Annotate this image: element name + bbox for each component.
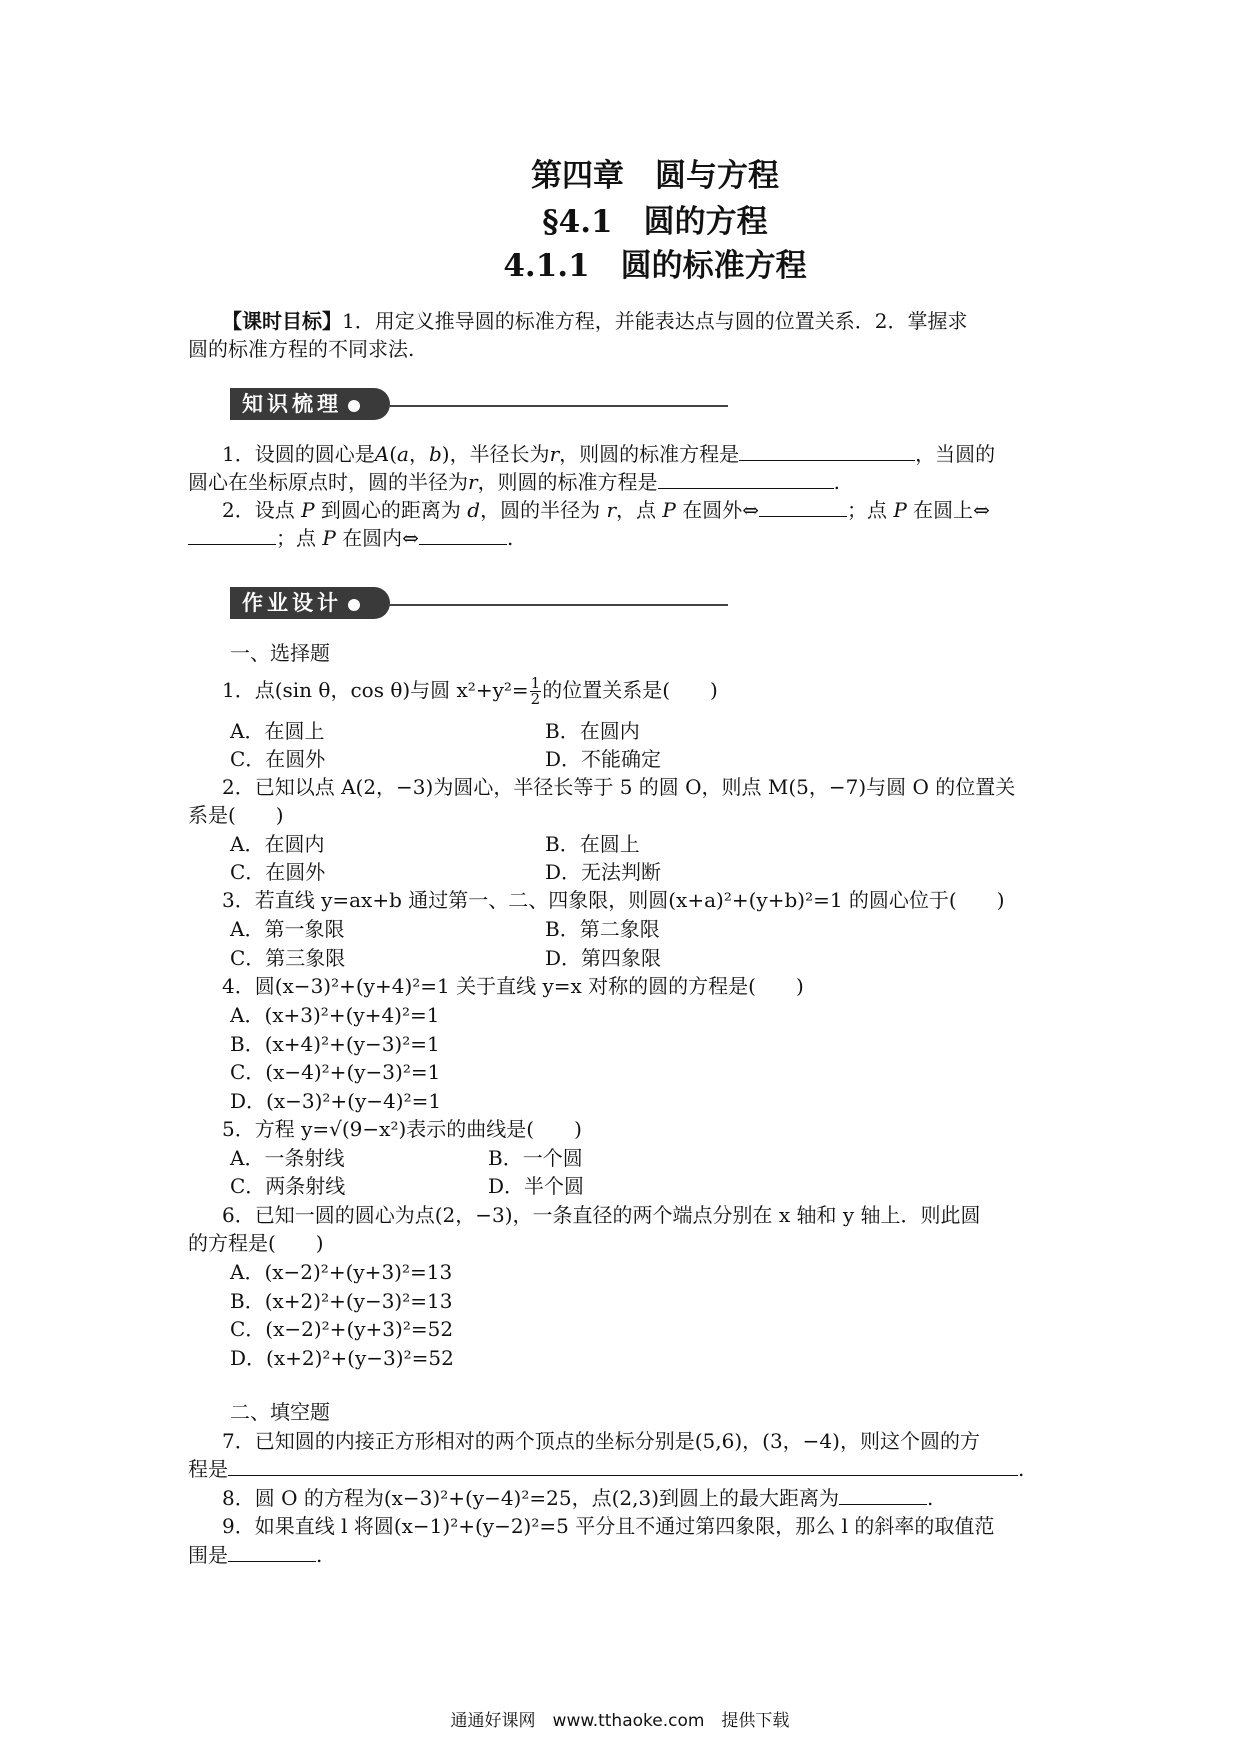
- answer-blank[interactable]: [658, 470, 834, 489]
- q2-option-a: A．在圆内: [230, 832, 325, 856]
- text: ，则圆的标准方程是: [559, 442, 740, 466]
- part-2-label: 二、填空题: [230, 1400, 330, 1424]
- q3-option-b: B．第二象限: [545, 917, 660, 941]
- answer-blank[interactable]: [419, 526, 507, 545]
- q5-option-a: A．一条射线: [230, 1146, 345, 1170]
- question-6-line-2: 的方程是( ): [188, 1231, 324, 1255]
- question-3: 3．若直线 y=ax+b 通过第一、二、四象限，则圆(x+a)²+(y+b)²=1 的圆心位于( ): [222, 888, 1005, 912]
- fraction: [530, 676, 542, 707]
- question-2-line-1: 2．已知以点 A(2，−3)为圆心，半径长等于 5 的圆 O，则点 M(5，−7)与圆 O 的位置关: [222, 775, 1016, 799]
- q6-option-a: A．(x−2)²+(y+3)²=13: [230, 1260, 453, 1284]
- objective-text-1: 1．用定义推导圆的标准方程，并能表达点与圆的位置关系．2．掌握求: [342, 309, 968, 333]
- question-7-line-2: 程是 .: [188, 1457, 1025, 1481]
- text: 到圆心的距离为: [320, 498, 461, 522]
- text: 2．设点: [222, 498, 295, 522]
- question-7-line-1: 7．已知圆的内接正方形相对的两个顶点的坐标分别是(5,6)，(3，−4)，则这个圆的方: [222, 1429, 980, 1453]
- question-1: [222, 676, 718, 707]
- chapter-title: 第四章 圆与方程: [531, 158, 779, 194]
- text: 在圆内⇔: [342, 526, 419, 550]
- answer-blank[interactable]: [759, 498, 847, 517]
- question-4: 4．圆(x−3)²+(y+4)²=1 关于直线 y=x 对称的圆的方程是( ): [222, 974, 804, 998]
- text: ，半径长为: [449, 442, 550, 466]
- bullet-dot-icon: [348, 400, 360, 412]
- section-divider: [388, 405, 728, 407]
- q3-option-c: C．第三象限: [230, 946, 346, 970]
- text: 在圆外⇔: [682, 498, 759, 522]
- q3-option-d: D．第四象限: [545, 946, 662, 970]
- bullet-dot-icon: [348, 599, 360, 611]
- text: ，则圆的标准方程是: [477, 470, 658, 494]
- text: 的位置关系是( ): [542, 678, 718, 702]
- text: 围是: [188, 1543, 228, 1567]
- answer-blank[interactable]: [839, 1486, 927, 1505]
- q4-option-c: C．(x−4)²+(y−3)²=1: [230, 1060, 441, 1084]
- q5-option-d: D．半个圆: [488, 1174, 585, 1198]
- q5-option-c: C．两条射线: [230, 1174, 346, 1198]
- section-divider: [388, 604, 728, 606]
- q2-option-c: C．在圆外: [230, 860, 326, 884]
- answer-blank[interactable]: [228, 1457, 1018, 1476]
- q1-option-c: C．在圆外: [230, 747, 326, 771]
- q2-option-d: D．无法判断: [545, 860, 662, 884]
- q2-option-b: B．在圆上: [545, 832, 640, 856]
- question-8: 8．圆 O 的方程为(x−3)²+(y−4)²=25，点(2,3)到圆上的最大距离为 .: [222, 1486, 934, 1510]
- text: ，点: [616, 498, 657, 522]
- fraction-denominator: 2: [530, 690, 541, 708]
- objective-label: 【课时目标】: [222, 309, 342, 333]
- homework-section-header: [230, 587, 390, 619]
- fraction-numerator: 1: [530, 674, 541, 692]
- answer-blank[interactable]: [228, 1543, 316, 1562]
- homework-section-label: 作业设计: [242, 590, 342, 615]
- part-1-label: 一、选择题: [230, 641, 330, 665]
- text: 1．设圆的圆心是: [222, 442, 375, 466]
- text: 在圆上⇔: [913, 498, 990, 522]
- knowledge-section-label: 知识梳理: [242, 391, 342, 416]
- text: 1．点(sin θ，cos θ)与圆 x²+y²=: [222, 678, 529, 702]
- q6-option-d: D．(x+2)²+(y−3)²=52: [230, 1346, 454, 1370]
- text: ；点: [846, 498, 887, 522]
- knowledge-item-2-line-1: 2．设点 P 到圆心的距离为 d，圆的半径为 r，点 P 在圆外⇔ ；点 P 在圆上⇔: [222, 498, 990, 522]
- question-6-line-1: 6．已知一圆的圆心为点(2，−3)，一条直径的两个端点分别在 x 轴和 y 轴上．则此圆: [222, 1203, 981, 1227]
- q4-option-d: D．(x−3)²+(y−4)²=1: [230, 1089, 442, 1113]
- answer-blank[interactable]: [188, 526, 276, 545]
- text: 程是: [188, 1457, 228, 1481]
- q6-option-c: C．(x−2)²+(y+3)²=52: [230, 1317, 454, 1341]
- objective-line-1: [222, 307, 967, 335]
- knowledge-section-header: [230, 388, 390, 420]
- question-2-line-2: 系是( ): [188, 803, 284, 827]
- objective-text-2: 圆的标准方程的不同求法.: [188, 337, 415, 361]
- question-9-line-1: 9．如果直线 l 将圆(x−1)²+(y−2)²=5 平分且不通过第四象限，那么 l 的斜率的取值范: [222, 1514, 995, 1538]
- text: 圆心在坐标原点时，圆的半径为: [188, 470, 468, 494]
- answer-blank[interactable]: [739, 442, 915, 461]
- question-5: 5．方程 y=√(9−x²)表示的曲线是( ): [222, 1117, 582, 1141]
- q5-option-b: B．一个圆: [488, 1146, 583, 1170]
- q1-option-d: D．不能确定: [545, 747, 662, 771]
- q6-option-b: B．(x+2)²+(y−3)²=13: [230, 1289, 453, 1313]
- q4-option-b: B．(x+4)²+(y−3)²=1: [230, 1032, 440, 1056]
- knowledge-item-1-line-1: 1．设圆的圆心是A(a，b)，半径长为r，则圆的标准方程是 ，当圆的: [222, 442, 996, 466]
- footer-text: 通通好课网 www.tthaoke.com 提供下载: [450, 1711, 790, 1731]
- knowledge-item-1-line-2: 圆心在坐标原点时，圆的半径为r，则圆的标准方程是 .: [188, 470, 840, 494]
- section-title: §4.1 圆的方程: [542, 204, 768, 240]
- q1-option-b: B．在圆内: [545, 719, 640, 743]
- q4-option-a: A．(x+3)²+(y+4)²=1: [230, 1003, 440, 1027]
- subsection-title: 4.1.1 圆的标准方程: [503, 248, 807, 284]
- knowledge-item-2-line-2: ；点 P 在圆内⇔ .: [188, 524, 513, 552]
- text: 8．圆 O 的方程为(x−3)²+(y−4)²=25，点(2,3)到圆上的最大距离为: [222, 1486, 840, 1510]
- text: ，圆的半径为: [480, 498, 601, 522]
- question-9-line-2: 围是 .: [188, 1543, 323, 1567]
- q3-option-a: A．第一象限: [230, 917, 345, 941]
- text: ；点: [276, 526, 316, 550]
- text: ，当圆的: [915, 442, 996, 466]
- q1-option-a: A．在圆上: [230, 719, 325, 743]
